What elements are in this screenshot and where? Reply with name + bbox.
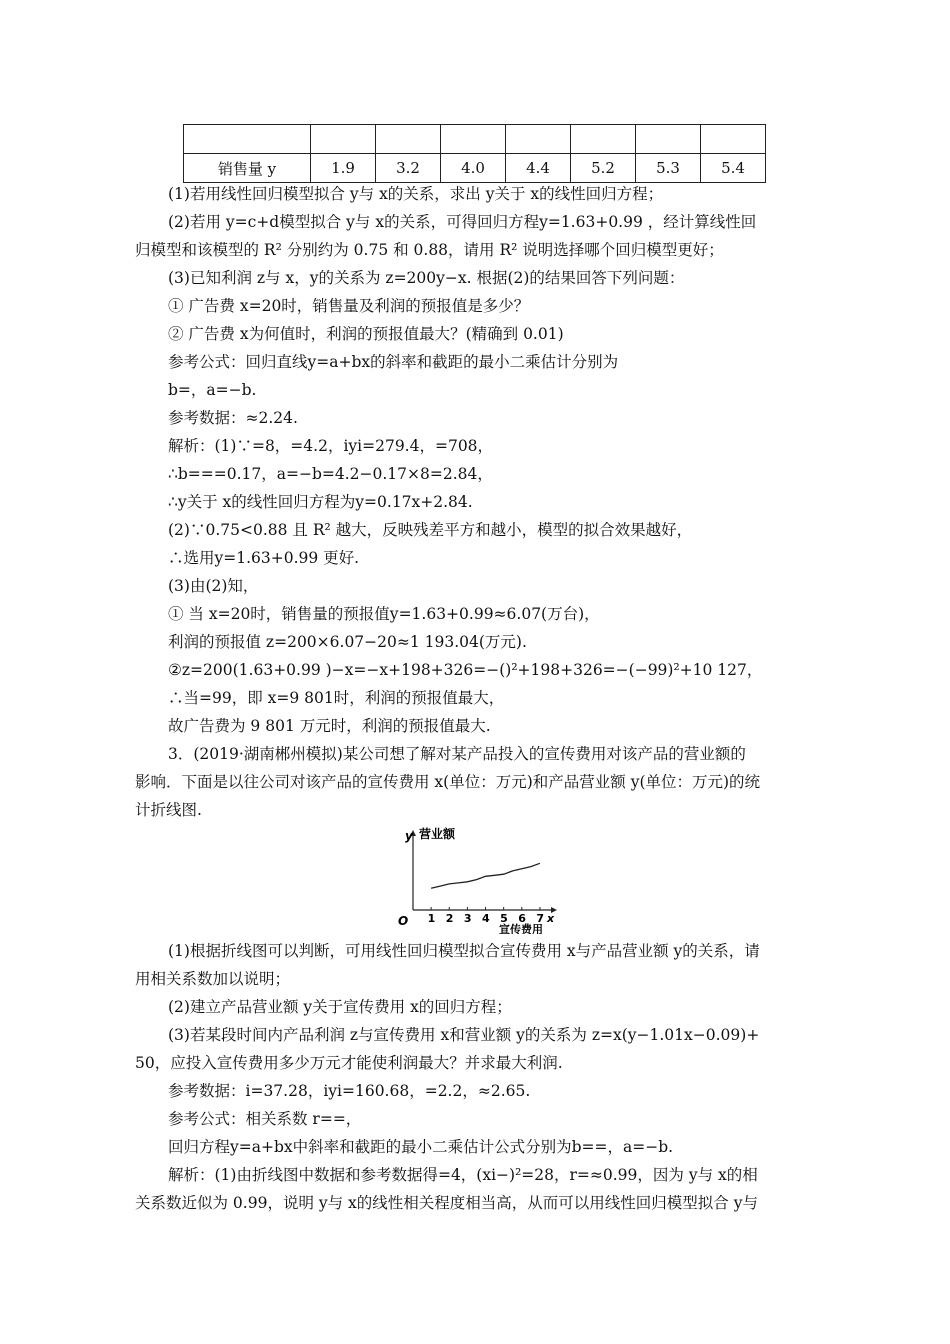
text-line: 归模型和该模型的 R² 分别约为 0.75 和 0.88，请用 R² 说明选择哪个回归模型更好； <box>135 241 724 259</box>
x-tick-label: 7 <box>536 912 545 925</box>
x-tick-label: 1 <box>427 912 436 925</box>
text-line: b=，a=−b. <box>168 381 257 399</box>
x-axis-label: 宣传费用 <box>499 923 543 934</box>
text-line: (3)由(2)知， <box>168 577 259 595</box>
text-line: ② 广告费 x为何值时，利润的预报值最大？(精确到 0.01) <box>168 325 564 343</box>
series-line <box>431 863 540 888</box>
text-line: 参考数据：i=37.28，iyi=160.68，=2.2，≈2.65. <box>168 1082 531 1100</box>
text-line: ∴y关于 x的线性回归方程为y=0.17x+2.84. <box>168 493 473 511</box>
table-cell <box>506 125 571 154</box>
table-cell <box>636 125 701 154</box>
text-line: ②z=200(1.63+0.99 )−x=−x+198+326=−()²+198+326=−(−99)²+10 127， <box>168 661 763 679</box>
table-header-row <box>184 125 766 154</box>
text-line: (2)若用 y=c+d模型拟合 y与 x的关系，可得回归方程y=1.63+0.99 ，经计算线性回 <box>168 213 757 231</box>
text-line: 参考公式：回归直线y=a+bx的斜率和截距的最小二乘估计分别为 <box>168 353 619 371</box>
row-label: 销售量 y <box>184 154 311 183</box>
text-line: 解析：(1)∵=8，=4.2，iyi=279.4，=708， <box>168 437 494 455</box>
table-cell <box>311 125 376 154</box>
table-cell: 4.0 <box>441 154 506 183</box>
text-line: ① 广告费 x=20时，销售量及利润的预报值是多少？ <box>168 297 530 315</box>
text-line: ∴当=99，即 x=9 801时，利润的预报值最大， <box>168 689 505 707</box>
problem-3-line: 3．(2019·湖南郴州模拟)某公司想了解对某产品投入的宣传费用对该产品的营业额的 <box>168 745 746 763</box>
table-cell <box>701 125 766 154</box>
table-cell: 5.3 <box>636 154 701 183</box>
text-line: 用相关系数加以说明； <box>135 970 291 988</box>
table-cell <box>184 125 311 154</box>
y-axis-label: 营业额 <box>419 827 456 841</box>
y-axis-letter: y <box>405 829 413 843</box>
text-line: ∴选用y=1.63+0.99 更好. <box>168 549 360 567</box>
x-tick-label: 5 <box>500 912 508 925</box>
table-cell: 3.2 <box>376 154 441 183</box>
text-line: 回归方程y=a+bx中斜率和截距的最小二乘估计公式分别为b==，a=−b. <box>168 1138 674 1156</box>
text-line: ① 当 x=20时，销售量的预报值y=1.63+0.99≈6.07(万台)， <box>168 605 600 623</box>
text-line: 故广告费为 9 801 万元时，利润的预报值最大. <box>168 717 491 735</box>
table-cell <box>376 125 441 154</box>
sales-table <box>183 124 766 183</box>
table-cell <box>441 125 506 154</box>
text-line: (1)若用线性回归模型拟合 y与 x的关系，求出 y关于 x的线性回归方程； <box>168 185 664 203</box>
table-cell: 5.4 <box>701 154 766 183</box>
x-axis-letter: x <box>547 912 555 925</box>
text-line: (3)若某段时间内产品利润 z与宣传费用 x和营业额 y的关系为 z=x(y−1.01x−0.09)+ <box>168 1026 760 1044</box>
x-tick-label: 3 <box>463 912 472 925</box>
text-line: (2)∵0.75<0.88 且 R² 越大，反映残差平方和越小，模型的拟合效果越好， <box>168 521 693 539</box>
text-line: (1)根据折线图可以判断，可用线性回归模型拟合宣传费用 x与产品营业额 y的关系，请 <box>168 942 760 960</box>
text-line: ∴b===0.17，a=−b=4.2−0.17×8=2.84， <box>168 465 493 483</box>
text-line: 影响．下面是以往公司对该产品的宣传费用 x(单位：万元)和产品营业额 y(单位：万元)的统 <box>135 773 761 791</box>
x-tick-label: 2 <box>445 912 454 925</box>
text-line: (2)建立产品营业额 y关于宣传费用 x的回归方程； <box>168 998 512 1016</box>
text-line: 50，应投入宣传费用多少万元才能使利润最大？并求最大利润. <box>135 1054 563 1072</box>
line-chart <box>395 822 565 934</box>
table-cell: 1.9 <box>311 154 376 183</box>
text-line: (3)已知利润 z与 x，y的关系为 z=200y−x. 根据(2)的结果回答下列问题： <box>168 269 685 287</box>
x-tick-label: 4 <box>482 912 490 925</box>
text-line: 利润的预报值 z=200×6.07−20≈1 193.04(万元). <box>168 633 527 651</box>
table-row <box>184 154 766 183</box>
origin-label: O <box>398 914 409 928</box>
text-line: 计折线图. <box>135 801 202 819</box>
table-cell: 4.4 <box>506 154 571 183</box>
text-line: 关系数近似为 0.99，说明 y与 x的线性相关程度相当高，从而可以用线性回归模型拟合 y与 <box>135 1194 758 1212</box>
x-tick-label: 6 <box>518 912 526 925</box>
text-line: 参考数据：≈2.24. <box>168 409 298 427</box>
text-line: 参考公式：相关系数 r==， <box>168 1110 362 1128</box>
table-cell: 5.2 <box>571 154 636 183</box>
table-cell <box>571 125 636 154</box>
text-line: 解析：(1)由折线图中数据和参考数据得=4，(xi−)²=28，r=≈0.99，因为 y与 x的相 <box>168 1166 758 1184</box>
